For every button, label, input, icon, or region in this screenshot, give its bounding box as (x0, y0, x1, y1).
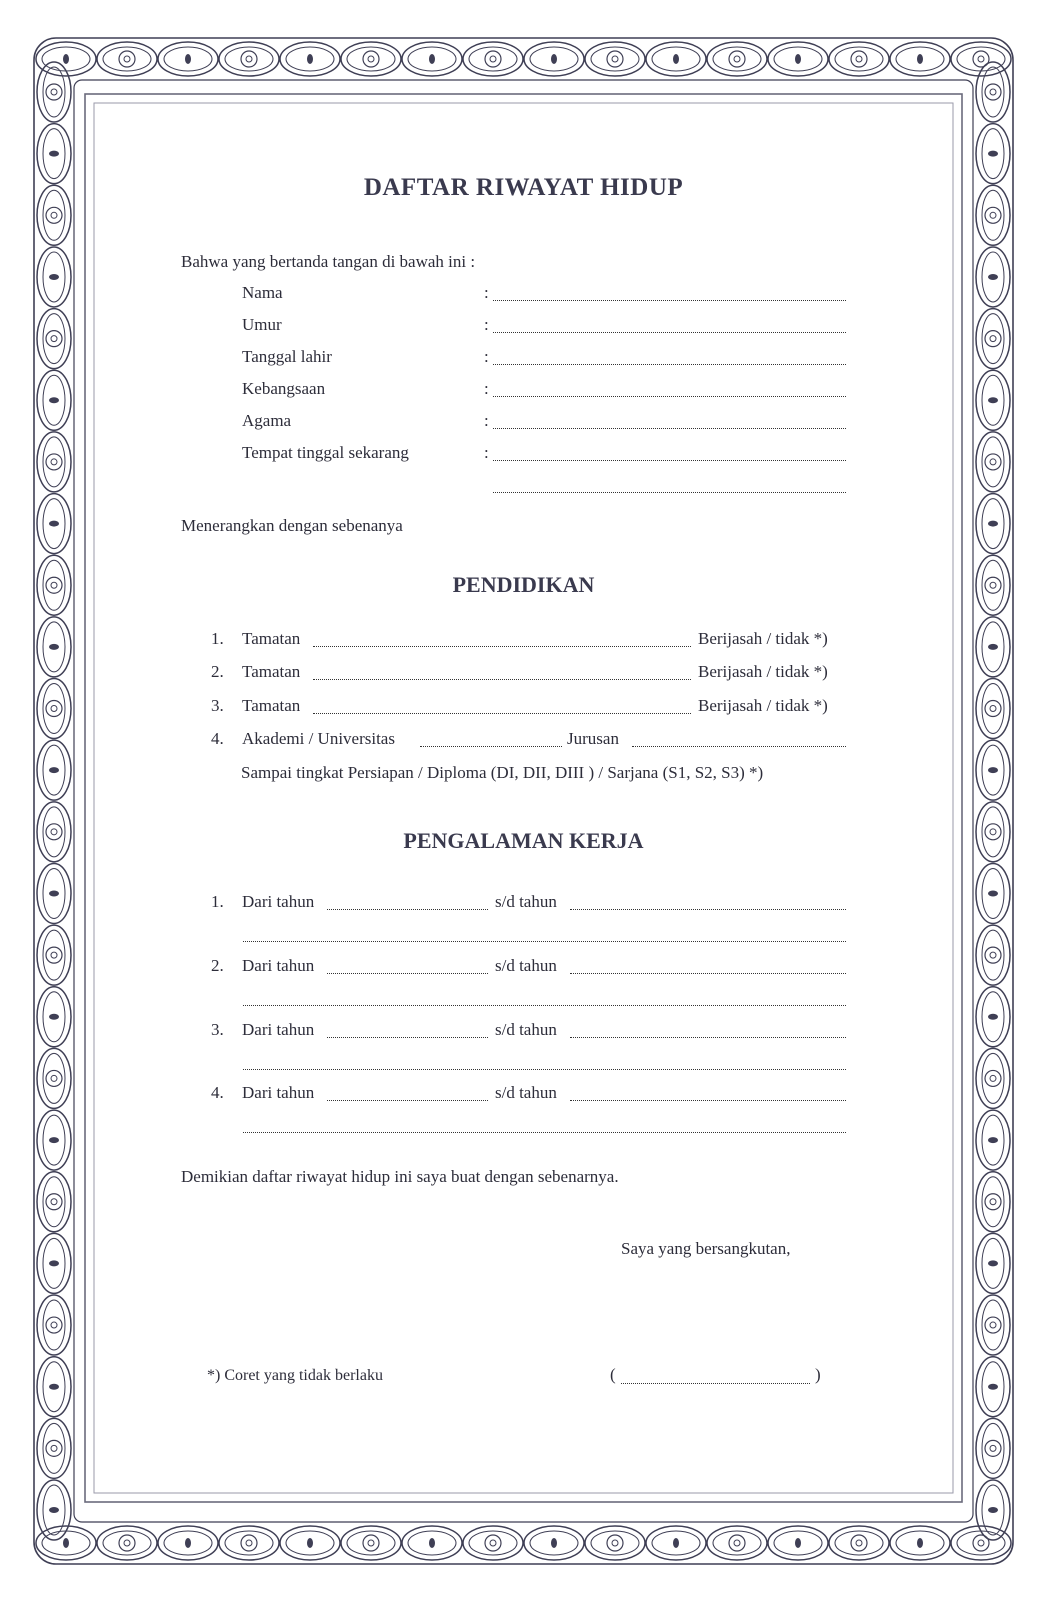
document-title: DAFTAR RIWAYAT HIDUP (363, 174, 684, 201)
border-diamond (988, 1014, 998, 1020)
signature-label: Saya yang bersangkutan, (621, 1239, 791, 1258)
border-rosette (46, 947, 62, 963)
work-to-label: s/d tahun (495, 1083, 557, 1102)
border-loop (37, 62, 71, 122)
border-rosette-center (990, 212, 996, 218)
work-detail-line[interactable] (243, 1132, 846, 1133)
border-rosette-center (978, 56, 984, 62)
border-diamond (49, 1260, 59, 1266)
education-level-note: Sampai tingkat Persiapan / Diploma (DI, DII, DIII ) / Sarjana (S1, S2, S3) *) (241, 763, 764, 782)
border-rosette (851, 1535, 867, 1551)
border-rosette (46, 1317, 62, 1333)
border-loop (976, 1295, 1010, 1355)
border-loop (37, 1418, 71, 1478)
signature-name-line[interactable] (621, 1383, 810, 1384)
border-diamond (63, 54, 69, 64)
border-rosette-center (51, 336, 57, 342)
border-rosette-center (51, 952, 57, 958)
field-line-tempat-tinggal[interactable] (493, 460, 846, 461)
border-diamond (551, 54, 557, 64)
education-line-3[interactable] (313, 713, 691, 714)
education-suffix: Berijasah / tidak *) (698, 696, 828, 715)
university-label: Akademi / Universitas (242, 729, 395, 748)
field-line-nama[interactable] (493, 300, 846, 301)
border-rosette (985, 1317, 1001, 1333)
work-from-line[interactable] (327, 973, 488, 974)
border-diamond (49, 767, 59, 773)
education-line-1[interactable] (313, 646, 691, 647)
border-diamond (63, 1538, 69, 1548)
field-label-nama: Nama (242, 283, 283, 302)
border-diamond (988, 521, 998, 527)
border-rosette (363, 1535, 379, 1551)
border-inner-outline (74, 80, 973, 1522)
border-loop (37, 1295, 71, 1355)
border-rosette (46, 84, 62, 100)
inner-frame (94, 103, 953, 1493)
field-colon: : (484, 411, 489, 430)
field-label-umur: Umur (242, 315, 282, 334)
border-rosette (607, 51, 623, 67)
border-rosette (46, 1070, 62, 1086)
border-rosette-center (51, 1322, 57, 1328)
border-rosette-center (990, 1445, 996, 1451)
border-diamond (988, 1507, 998, 1513)
border-rosette (46, 207, 62, 223)
border-rosette-center (246, 56, 252, 62)
border-diamond (49, 1137, 59, 1143)
border-diamond (49, 644, 59, 650)
border-loop (37, 1172, 71, 1232)
work-from-line[interactable] (327, 909, 488, 910)
education-label: Tamatan (242, 662, 301, 681)
border-rosette (985, 1070, 1001, 1086)
border-diamond (49, 151, 59, 157)
border-diamond (988, 890, 998, 896)
education-label: Tamatan (242, 629, 301, 648)
education-suffix: Berijasah / tidak *) (698, 662, 828, 681)
border-diamond (988, 397, 998, 403)
work-from-label: Dari tahun (242, 892, 315, 911)
border-rosette (119, 51, 135, 67)
work-from-label: Dari tahun (242, 1020, 315, 1039)
footnote: *) Coret yang tidak berlaku (207, 1367, 383, 1384)
border-loop (37, 309, 71, 369)
closing-text: Demikian daftar riwayat hidup ini saya buat dengan sebenarnya. (181, 1167, 619, 1186)
border-rosette (46, 701, 62, 717)
border-diamond (307, 54, 313, 64)
field-line-agama[interactable] (493, 428, 846, 429)
major-line[interactable] (632, 746, 846, 747)
border-diamond (988, 767, 998, 773)
border-diamond (185, 1538, 191, 1548)
border-diamond (917, 54, 923, 64)
field-line-tempat-tinggal-2[interactable] (493, 492, 846, 493)
field-label-kebangsaan: Kebangsaan (242, 379, 326, 398)
border-rosette-center (51, 459, 57, 465)
border-rosette-center (856, 1540, 862, 1546)
work-number: 4. (211, 1083, 224, 1102)
education-number: 3. (211, 696, 224, 715)
border-diamond (988, 274, 998, 280)
field-colon: : (484, 379, 489, 398)
border-diamond (988, 1137, 998, 1143)
work-to-line[interactable] (570, 1100, 846, 1101)
border-rosette-center (51, 212, 57, 218)
work-detail-line[interactable] (243, 1005, 846, 1006)
border-loop (37, 1048, 71, 1108)
education-heading: PENDIDIKAN (452, 572, 595, 597)
intro-text: Bahwa yang bertanda tangan di bawah ini : (181, 252, 476, 271)
border-diamond (49, 1507, 59, 1513)
border-diamond (49, 890, 59, 896)
border-rosette (985, 947, 1001, 963)
field-colon: : (484, 443, 489, 462)
border-rosette (485, 51, 501, 67)
border-rosette (607, 1535, 623, 1551)
border-rosette-center (734, 1540, 740, 1546)
border-rosette-center (612, 56, 618, 62)
border-rosette (985, 331, 1001, 347)
border-diamond (307, 1538, 313, 1548)
work-from-line[interactable] (327, 1037, 488, 1038)
border-diamond (795, 1538, 801, 1548)
border-rosette-center (368, 1540, 374, 1546)
field-line-tanggal-lahir[interactable] (493, 364, 846, 365)
field-label-tanggal-lahir: Tanggal lahir (242, 347, 332, 366)
work-to-line[interactable] (570, 1037, 846, 1038)
border-rosette-center (124, 1540, 130, 1546)
border-rosette-center (990, 1199, 996, 1205)
signature-close-paren: ) (815, 1365, 821, 1384)
border-rosette-center (734, 56, 740, 62)
border-diamond (49, 521, 59, 527)
work-detail-line[interactable] (243, 1069, 846, 1070)
education-number: 2. (211, 662, 224, 681)
statement-text: Menerangkan dengan sebenanya (181, 516, 403, 535)
border-rosette (46, 1440, 62, 1456)
border-rosette (363, 51, 379, 67)
border-diamond (917, 1538, 923, 1548)
signature-open-paren: ( (610, 1365, 616, 1384)
border-diamond (49, 1384, 59, 1390)
university-line[interactable] (420, 746, 562, 747)
work-heading: PENGALAMAN KERJA (403, 828, 644, 853)
education-number: 1. (211, 629, 224, 648)
border-loop (976, 62, 1010, 122)
border-loop (37, 679, 71, 739)
border-rosette-center (612, 1540, 618, 1546)
field-colon: : (484, 315, 489, 334)
border-rosette (46, 331, 62, 347)
border-rosette-center (990, 336, 996, 342)
border-diamond (673, 54, 679, 64)
border-diamond (988, 644, 998, 650)
border-loop (37, 925, 71, 985)
border-loop (976, 309, 1010, 369)
border-rosette-center (246, 1540, 252, 1546)
work-to-line[interactable] (570, 909, 846, 910)
border-loop (976, 679, 1010, 739)
border-rosette (241, 1535, 257, 1551)
border-rosette-center (51, 1075, 57, 1081)
work-to-label: s/d tahun (495, 892, 557, 911)
work-number: 2. (211, 956, 224, 975)
border-rosette-center (51, 1199, 57, 1205)
border-diamond (49, 1014, 59, 1020)
work-from-label: Dari tahun (242, 1083, 315, 1102)
border-rosette-center (51, 1445, 57, 1451)
field-colon: : (484, 347, 489, 366)
border-rosette-center (856, 56, 862, 62)
border-rosette-center (990, 952, 996, 958)
border-rosette (729, 51, 745, 67)
border-loop (976, 1048, 1010, 1108)
border-rosette-center (990, 1322, 996, 1328)
border-rosette-center (990, 1075, 996, 1081)
border-rosette-center (490, 1540, 496, 1546)
border-loop (976, 925, 1010, 985)
education-suffix: Berijasah / tidak *) (698, 629, 828, 648)
border-rosette-center (51, 89, 57, 95)
border-rosette (985, 1440, 1001, 1456)
border-rosette-center (368, 56, 374, 62)
border-loop (976, 432, 1010, 492)
major-label: Jurusan (567, 729, 619, 748)
border-rosette (985, 207, 1001, 223)
work-to-line[interactable] (570, 973, 846, 974)
border-rosette-center (990, 459, 996, 465)
work-from-label: Dari tahun (242, 956, 315, 975)
outer-frame (85, 94, 962, 1502)
border-rosette (985, 454, 1001, 470)
education-label: Tamatan (242, 696, 301, 715)
field-line-kebangsaan[interactable] (493, 396, 846, 397)
border-loop (976, 1172, 1010, 1232)
field-label-tempat-tinggal: Tempat tinggal sekarang (242, 443, 409, 462)
border-rosette (46, 1194, 62, 1210)
field-label-agama: Agama (242, 411, 292, 430)
border-rosette (485, 1535, 501, 1551)
border-rosette (985, 1194, 1001, 1210)
border-diamond (673, 1538, 679, 1548)
border-diamond (988, 1384, 998, 1390)
work-number: 1. (211, 892, 224, 911)
border-diamond (185, 54, 191, 64)
border-diamond (988, 151, 998, 157)
border-diamond (49, 274, 59, 280)
education-number: 4. (211, 729, 224, 748)
border-rosette (729, 1535, 745, 1551)
border-diamond (429, 1538, 435, 1548)
border-rosette (119, 1535, 135, 1551)
border-rosette-center (490, 56, 496, 62)
border-diamond (988, 1260, 998, 1266)
border-rosette (985, 701, 1001, 717)
education-line-2[interactable] (313, 679, 691, 680)
border-rosette (46, 454, 62, 470)
work-from-line[interactable] (327, 1100, 488, 1101)
border-rosette-center (978, 1540, 984, 1546)
work-number: 3. (211, 1020, 224, 1039)
border-diamond (49, 397, 59, 403)
border-diamond (429, 54, 435, 64)
work-to-label: s/d tahun (495, 956, 557, 975)
border-diamond (795, 54, 801, 64)
border-loop (37, 432, 71, 492)
border-rosette (241, 51, 257, 67)
work-to-label: s/d tahun (495, 1020, 557, 1039)
border-rosette (851, 51, 867, 67)
border-rosette-center (51, 706, 57, 712)
field-line-umur[interactable] (493, 332, 846, 333)
border-diamond (551, 1538, 557, 1548)
work-detail-line[interactable] (243, 941, 846, 942)
border-rosette-center (990, 706, 996, 712)
border-loop (976, 1418, 1010, 1478)
border-rosette-center (124, 56, 130, 62)
border-rosette (985, 84, 1001, 100)
border-rosette-center (990, 89, 996, 95)
field-colon: : (484, 283, 489, 302)
